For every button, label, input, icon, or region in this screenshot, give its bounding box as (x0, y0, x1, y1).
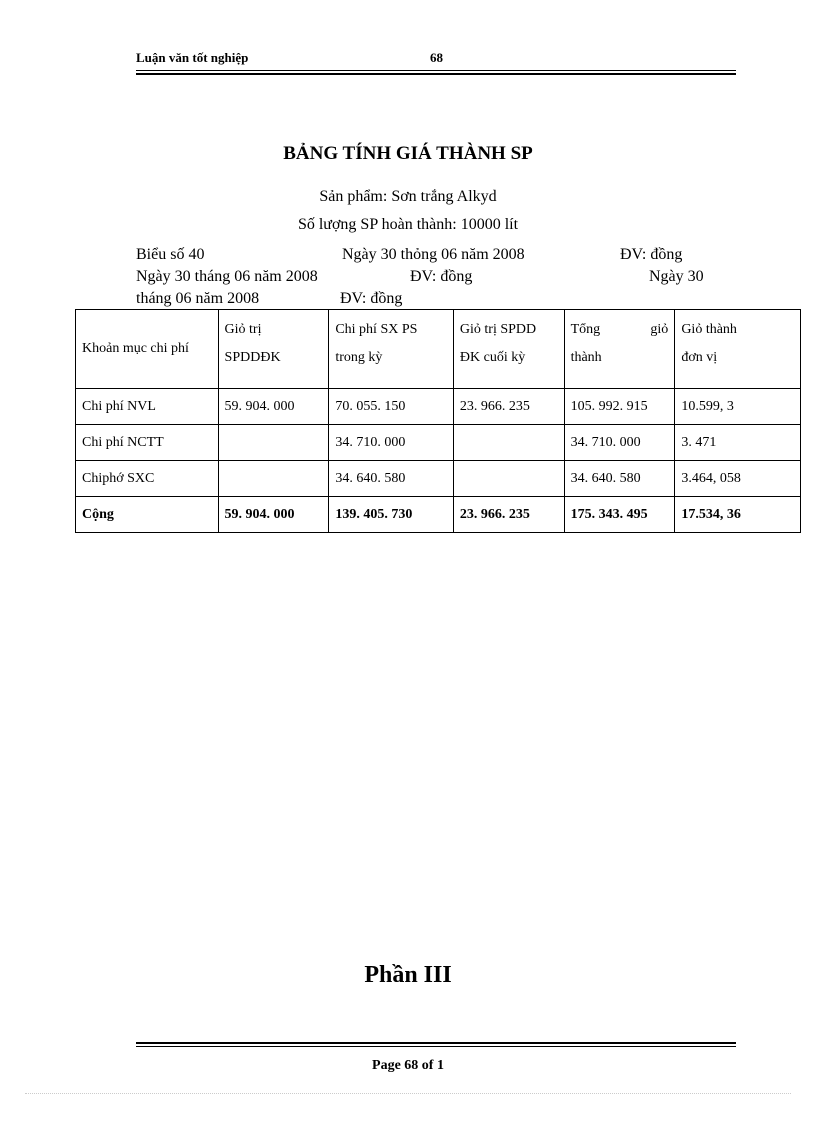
total-cell: 23. 966. 235 (453, 497, 564, 533)
date-line-3-start: Ngày 30 (649, 268, 704, 285)
header-closing-wip-line2: ĐK cuối kỳ (459, 350, 526, 365)
table-cell: Chiphớ SXC (76, 461, 219, 497)
header-period-cost-line1: Chi phí SX PS (335, 322, 418, 337)
table-cell: 70. 055. 150 (329, 389, 454, 425)
footer-rule-bottom (136, 1046, 736, 1047)
header-total-cost-word1: Tổng (570, 322, 601, 337)
date-line-1: Ngày 30 thỏng 06 năm 2008 (342, 246, 525, 263)
total-cell: 17.534, 36 (675, 497, 801, 533)
table-cell: 10.599, 3 (675, 389, 801, 425)
total-cell: 175. 343. 495 (564, 497, 675, 533)
date-line-2: Ngày 30 tháng 06 năm 2008 (136, 268, 318, 285)
table-cell (453, 425, 564, 461)
header-unit-cost-line1: Giỏ thành (681, 322, 737, 337)
header-closing-wip-line1: Giỏ trị SPDD (459, 322, 537, 337)
header-rule-bottom (136, 73, 736, 75)
table-cell: 34. 640. 580 (329, 461, 454, 497)
header-closing-wip (453, 310, 564, 389)
table-cell: 3. 471 (675, 425, 801, 461)
table-cell: 34. 640. 580 (564, 461, 675, 497)
total-cell: 139. 405. 730 (329, 497, 454, 533)
header-page-number: 68 (430, 50, 443, 65)
header-total-cost-line1 (571, 316, 669, 344)
table-cell: Chi phí NVL (76, 389, 219, 425)
header-left-text: Luận văn tốt nghiệp (136, 50, 249, 65)
header-unit-cost (675, 310, 801, 389)
header-total-cost (564, 310, 675, 389)
table-row (76, 425, 801, 461)
header-period-cost-line2: trong kỳ (335, 350, 383, 365)
form-number: Biểu số 40 (136, 246, 205, 263)
header-rule-top (136, 70, 736, 71)
header-opening-wip (218, 310, 329, 389)
table-row (76, 461, 801, 497)
header-total-cost-line2: thành (570, 350, 602, 365)
header-opening-wip-line2: SPDDĐK (224, 350, 281, 365)
date-line-3-end: tháng 06 năm 2008 (136, 290, 260, 307)
table-cell: 34. 710. 000 (329, 425, 454, 461)
table-cell: 105. 992. 915 (564, 389, 675, 425)
header-period-cost (329, 310, 454, 389)
table-row (76, 389, 801, 425)
unit-line-3: ĐV: đồng (340, 290, 403, 307)
table-cell (218, 425, 329, 461)
table-cell: Chi phí NCTT (76, 425, 219, 461)
table-cell: 34. 710. 000 (564, 425, 675, 461)
product-line: Sản phẩm: Sơn trắng Alkyd (319, 188, 497, 205)
header-cost-item (76, 310, 219, 389)
total-cell: 59. 904. 000 (218, 497, 329, 533)
table-cell: 3.464, 058 (675, 461, 801, 497)
quantity-line: Số lượng SP hoàn thành: 10000 lít (297, 216, 519, 233)
header-unit-cost-line2: đơn vị (681, 350, 718, 365)
table-cell (218, 461, 329, 497)
part-title: Phần III (364, 962, 452, 988)
table-cell: 59. 904. 000 (218, 389, 329, 425)
table-cell: 23. 966. 235 (453, 389, 564, 425)
cost-table (75, 309, 801, 533)
unit-line-2: ĐV: đồng (410, 268, 473, 285)
page-bottom-dotted-line (25, 1093, 791, 1094)
table-header-row (76, 310, 801, 389)
footer-page-label: Page 68 of 1 (372, 1058, 444, 1073)
total-cell: Cộng (76, 497, 219, 533)
header-opening-wip-line1: Giỏ trị (224, 322, 262, 337)
footer-rule-top (136, 1042, 736, 1044)
header-total-cost-word2: giỏ (650, 322, 669, 337)
table-title: BẢNG TÍNH GIÁ THÀNH SP (283, 143, 533, 164)
unit-line-1: ĐV: đồng (620, 246, 683, 263)
header-cost-item-text: Khoản mục chi phí (82, 341, 189, 356)
table-total-row (76, 497, 801, 533)
table-cell (453, 461, 564, 497)
